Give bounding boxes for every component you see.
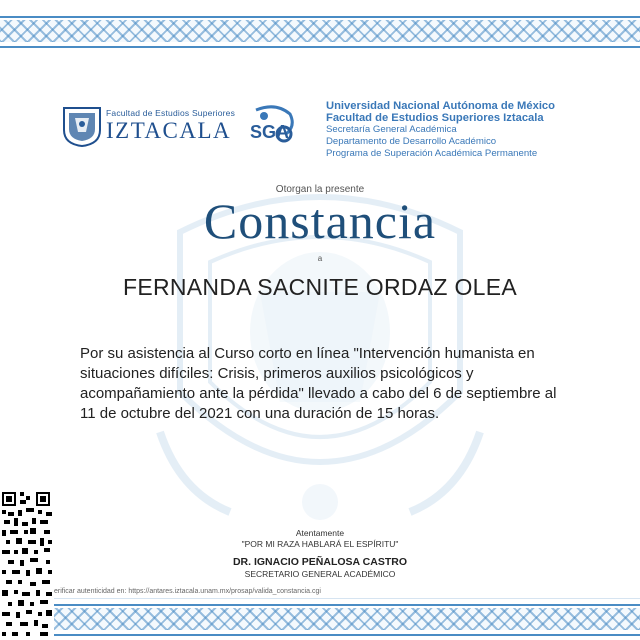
qr-code[interactable] <box>0 490 54 640</box>
institution-line-programa: Programa de Superación Académica Permanente <box>326 148 538 159</box>
top-border-line-inner <box>0 46 640 48</box>
university-motto: "POR MI RAZA HABLARÁ EL ESPÍRITU" <box>241 539 399 549</box>
sga-logo-text: SGA <box>250 122 290 142</box>
closing-text: Atentamente <box>295 528 345 538</box>
bottom-border-line-inner <box>0 604 640 606</box>
certificate-title: Constancia <box>203 193 437 249</box>
fes-logo-name: IZTACALA <box>106 118 232 143</box>
verification-url-text: erificar autenticidad en: https://antares.iztacala.unam.mx/prosap/valida_constancia.cgi <box>54 588 321 595</box>
sga-logo-icon <box>246 104 298 148</box>
unam-shield-icon <box>60 104 104 148</box>
bottom-ornamental-border <box>0 608 640 630</box>
fes-iztacala-logo <box>106 108 234 148</box>
recipient-name: FERNANDA SACNITE ORDAZ OLEA <box>122 274 518 300</box>
qr-finder-pattern <box>36 492 50 506</box>
top-ornamental-border <box>0 20 640 42</box>
institution-line-unam: Universidad Nacional Autónoma de México <box>326 100 555 112</box>
institution-line-secretaria: Secretaría General Académica <box>326 124 457 135</box>
institution-block <box>326 100 586 160</box>
signer-name: DR. IGNACIO PEÑALOSA CASTRO <box>232 556 408 568</box>
signer-title: SECRETARIO GENERAL ACADÉMICO <box>244 569 396 579</box>
top-border-line <box>0 16 640 18</box>
qr-finder-pattern <box>2 492 16 506</box>
institution-line-faculty: Facultad de Estudios Superiores Iztacala <box>326 112 544 124</box>
footer-divider <box>54 598 640 599</box>
certificate-intro: Otorgan la presente <box>275 184 365 195</box>
certificate-to: a <box>317 254 323 263</box>
institution-line-departamento: Departamento de Desarrollo Académico <box>326 136 497 147</box>
fes-logo-subtitle: Facultad de Estudios Superiores <box>106 108 236 118</box>
bottom-border-line <box>0 634 640 636</box>
certificate-body-text: Por su asistencia al Curso corto en línea "Intervención humanista en situaciones difíciles: Crisis, primeros auxilios psicológicos y acompañamiento ante la pérdida" llevado a cabo del 6 de septiembre al 11 de octubre del 2021 con una duración de 15 horas. <box>80 345 557 422</box>
